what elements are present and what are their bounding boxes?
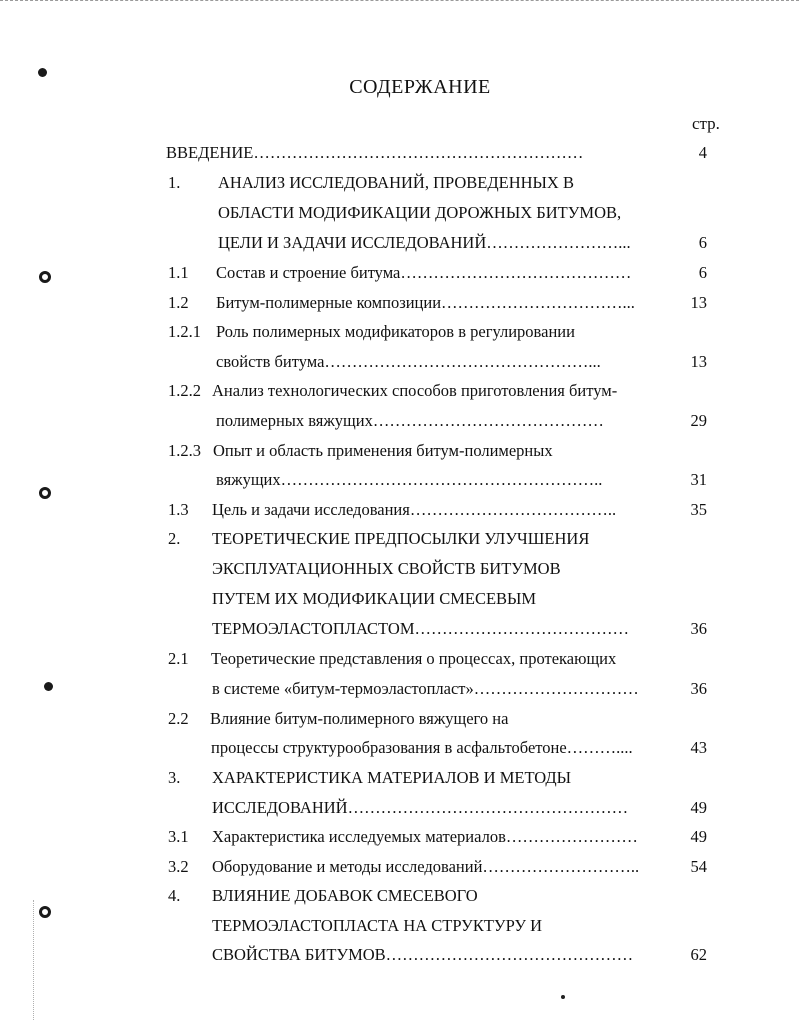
toc-entry-title-line: процессы структурообразования в асфальтобетоне………....	[211, 738, 633, 757]
scan-speck	[561, 995, 565, 999]
punch-hole-mark	[39, 906, 51, 918]
toc-entry-title-line: ТЕОРЕТИЧЕСКИЕ ПРЕДПОСЫЛКИ УЛУЧШЕНИЯ	[212, 529, 590, 548]
toc-entry-page: 43	[690, 738, 707, 757]
punch-hole-mark	[39, 271, 51, 283]
toc-entry-title-line: ВВЕДЕНИЕ……………………………………………………	[166, 143, 584, 162]
toc-entry-page: 49	[690, 827, 707, 846]
toc-entry-title-line: Характеристика исследуемых материалов……………………	[212, 827, 638, 846]
toc-entry-page: 36	[690, 619, 707, 638]
punch-hole-mark	[39, 487, 51, 499]
toc-entry-title-line: вяжущих…………………………………………………..	[216, 470, 603, 489]
toc-entry-page: 13	[690, 293, 707, 312]
toc-entry-title-line: свойств битума…………………………………………...	[216, 352, 601, 371]
toc-entry-title-line: ПУТЕМ ИХ МОДИФИКАЦИИ СМЕСЕВЫМ	[212, 589, 537, 608]
toc-entry-title-line: ОБЛАСТИ МОДИФИКАЦИИ ДОРОЖНЫХ БИТУМОВ,	[218, 203, 622, 222]
toc-entry-page: 4	[698, 143, 707, 162]
toc-entry-title-line: ИССЛЕДОВАНИЙ……………………………………………	[212, 798, 629, 817]
toc-entry-title-line: Оборудование и методы исследований………………………..	[212, 857, 640, 876]
toc-entry-page: 54	[690, 857, 707, 876]
toc-entry-page: 6	[698, 233, 707, 252]
toc-entry-title-line: ХАРАКТЕРИСТИКА МАТЕРИАЛОВ И МЕТОДЫ	[212, 768, 572, 787]
toc-entry-title-line: ЭКСПЛУАТАЦИОННЫХ СВОЙСТВ БИТУМОВ	[212, 559, 561, 578]
toc-entry-number: 3.2	[168, 857, 189, 876]
toc-entry-title-line: Влияние битум-полимерного вяжущего на	[210, 709, 509, 728]
scan-edge-line	[33, 900, 34, 1020]
toc-entry-title-line: СВОЙСТВА БИТУМОВ………………………………………	[212, 945, 634, 964]
toc-entry-number: 1.3	[168, 500, 189, 519]
toc-entry-number: 1.1	[168, 263, 189, 282]
toc-entry-title-line: Цель и задачи исследования………………………………..	[212, 500, 617, 519]
toc-entry-page: 36	[690, 679, 707, 698]
toc-entry-title-line: в системе «битум-термоэластопласт»…………………………	[212, 679, 639, 698]
page-column-label: стр.	[692, 114, 720, 133]
toc-entry-title-line: Битум-полимерные композиции……………………………...	[216, 293, 635, 312]
toc-entry-title-line: Теоретические представления о процессах, протекающих	[211, 649, 617, 668]
toc-entry-title-line: ЦЕЛИ И ЗАДАЧИ ИССЛЕДОВАНИЙ……………………...	[218, 233, 631, 252]
toc-entry-title-line: ВЛИЯНИЕ ДОБАВОК СМЕСЕВОГО	[212, 886, 478, 905]
toc-entry-title-line: Анализ технологических способов приготовления битум-	[212, 381, 618, 400]
toc-entry-number: 2.1	[168, 649, 189, 668]
toc-entry-page: 13	[690, 352, 707, 371]
toc-entry-number: 2.	[168, 529, 181, 548]
toc-entry-number: 3.	[168, 768, 181, 787]
toc-entry-title-line: Опыт и область применения битум-полимерных	[213, 441, 553, 460]
toc-entry-number: 1.2.3	[168, 441, 201, 460]
toc-entry-number: 1.2	[168, 293, 189, 312]
page-title: СОДЕРЖАНИЕ	[349, 76, 491, 98]
toc-entry-title-line: полимерных вяжущих……………………………………	[216, 411, 604, 430]
toc-entry-page: 29	[690, 411, 707, 430]
toc-entry-number: 2.2	[168, 709, 189, 728]
toc-entry-number: 1.2.2	[168, 381, 201, 400]
toc-entry-number: 1.2.1	[168, 322, 201, 341]
toc-entry-title-line: АНАЛИЗ ИССЛЕДОВАНИЙ, ПРОВЕДЕННЫХ В	[218, 173, 574, 192]
toc-entry-number: 1.	[168, 173, 181, 192]
toc-entry-title-line: ТЕРМОЭЛАСТОПЛАСТОМ…………………………………	[212, 619, 629, 638]
toc-entry-page: 62	[690, 945, 707, 964]
toc-entry-page: 49	[690, 798, 707, 817]
toc-entry-title-line: ТЕРМОЭЛАСТОПЛАСТА НА СТРУКТУРУ И	[212, 916, 543, 935]
toc-entry-page: 31	[690, 470, 707, 489]
toc-entry-page: 6	[698, 263, 707, 282]
toc-entry-page: 35	[690, 500, 707, 519]
punch-hole-mark	[44, 682, 53, 691]
toc-entry-number: 4.	[168, 886, 181, 905]
scan-border-top	[0, 0, 799, 4]
toc-entry-number: 3.1	[168, 827, 189, 846]
toc-entry-title-line: Роль полимерных модификаторов в регулировании	[216, 322, 575, 341]
toc-entry-title-line: Состав и строение битума……………………………………	[216, 263, 632, 282]
